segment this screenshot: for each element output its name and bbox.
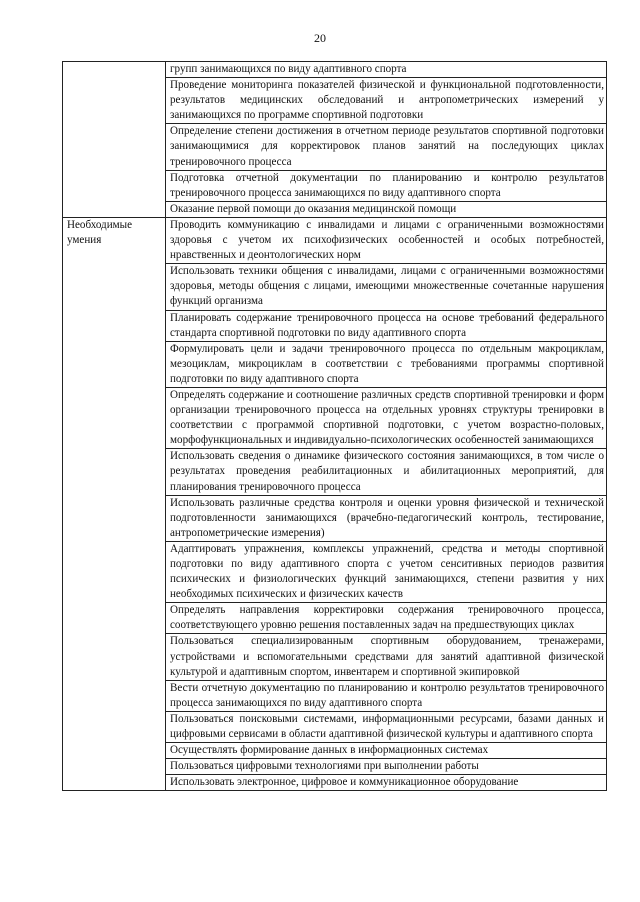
table-cell: Использовать техники общения с инвалидами, лицами с ограниченными возможностями здоровья, методы общения с лицами, имеющими множественные сочетанные нарушения функций организма <box>166 264 607 310</box>
table-cell: Пользоваться специализированным спортивным оборудованием, тренажерами, устройствами и вспомогательными средствами для занятий адаптивной физической культурой и адаптивным спортом, инвентарем и спортивной экипировкой <box>166 634 607 680</box>
competency-table <box>62 61 607 791</box>
table-cell: Формулировать цели и задачи тренировочного процесса по отдельным макроциклам, мезоциклам, микроциклам в соответствии с требованиями программы спортивной подготовки по виду адаптивного спорта <box>166 341 607 387</box>
table-cell: Оказание первой помощи до оказания медицинской помощи <box>166 201 607 217</box>
table-cell: Пользоваться цифровыми технологиями при выполнении работы <box>166 759 607 775</box>
table-cell: групп занимающихся по виду адаптивного спорта <box>166 62 607 78</box>
table-cell: Использовать различные средства контроля и оценки уровня физической и технической подготовленности занимающихся (врачебно-педагогический контроль, тестирование, антропометрические измерения) <box>166 495 607 541</box>
page-number: 20 <box>314 31 326 45</box>
previous-section-label-cell <box>63 62 166 218</box>
skills-section-label: Необходимые умения <box>63 217 166 790</box>
table-row <box>63 62 607 78</box>
table-cell: Использовать электронное, цифровое и коммуникационное оборудование <box>166 775 607 791</box>
table-row <box>63 217 607 263</box>
table-cell: Планировать содержание тренировочного процесса на основе требований федерального стандарта спортивной подготовки по виду адаптивного спорта <box>166 310 607 341</box>
table-cell: Осуществлять формирование данных в информационных системах <box>166 743 607 759</box>
table-cell: Определять содержание и соотношение различных средств спортивной тренировки и форм организации тренировочного процесса на отдельных уровнях структуры тренировки в соответствии с программой спортивной подготовки, с учетом возрастно-половых, морфофункциональных и индивидуально-психологических особенностей занимающихся <box>166 387 607 448</box>
table-cell: Определять направления корректировки содержания тренировочного процесса, соответствующего уровню решения поставленных задач на предшествующих циклах <box>166 603 607 634</box>
table-cell: Проведение мониторинга показателей физической и функциональной подготовленности, результатов медицинских обследований и антропометрических измерений у занимающихся по программе спортивной подготовки <box>166 78 607 124</box>
table-cell: Пользоваться поисковыми системами, информационными ресурсами, базами данных и цифровыми сервисами в области адаптивной физической культуры и адаптивного спорта <box>166 711 607 742</box>
table-cell: Подготовка отчетной документации по планированию и контролю результатов тренировочного процесса занимающихся по виду адаптивного спорта <box>166 170 607 201</box>
table-cell: Определение степени достижения в отчетном периоде результатов спортивной подготовки занимающимися для корректировок планов занятий на последующих циклах тренировочного процесса <box>166 124 607 170</box>
table-cell: Адаптировать упражнения, комплексы упражнений, средства и методы спортивной подготовки по виду адаптивного спорта с учетом сенситивных периодов развития психических и физиологических функций занимающихся, степени развития у них необходимых психических и физических качеств <box>166 541 607 602</box>
table-cell: Вести отчетную документацию по планированию и контролю результатов тренировочного процесса занимающихся по виду адаптивного спорта <box>166 680 607 711</box>
table-cell: Проводить коммуникацию с инвалидами и лицами с ограниченными возможностями здоровья с учетом их психофизических особенностей и особых потребностей, нравственных и деонтологических норм <box>166 217 607 263</box>
table-cell: Использовать сведения о динамике физического состояния занимающихся, в том числе о результатах проведения реабилитационных и абилитационных мероприятий, для планирования тренировочного процесса <box>166 449 607 495</box>
